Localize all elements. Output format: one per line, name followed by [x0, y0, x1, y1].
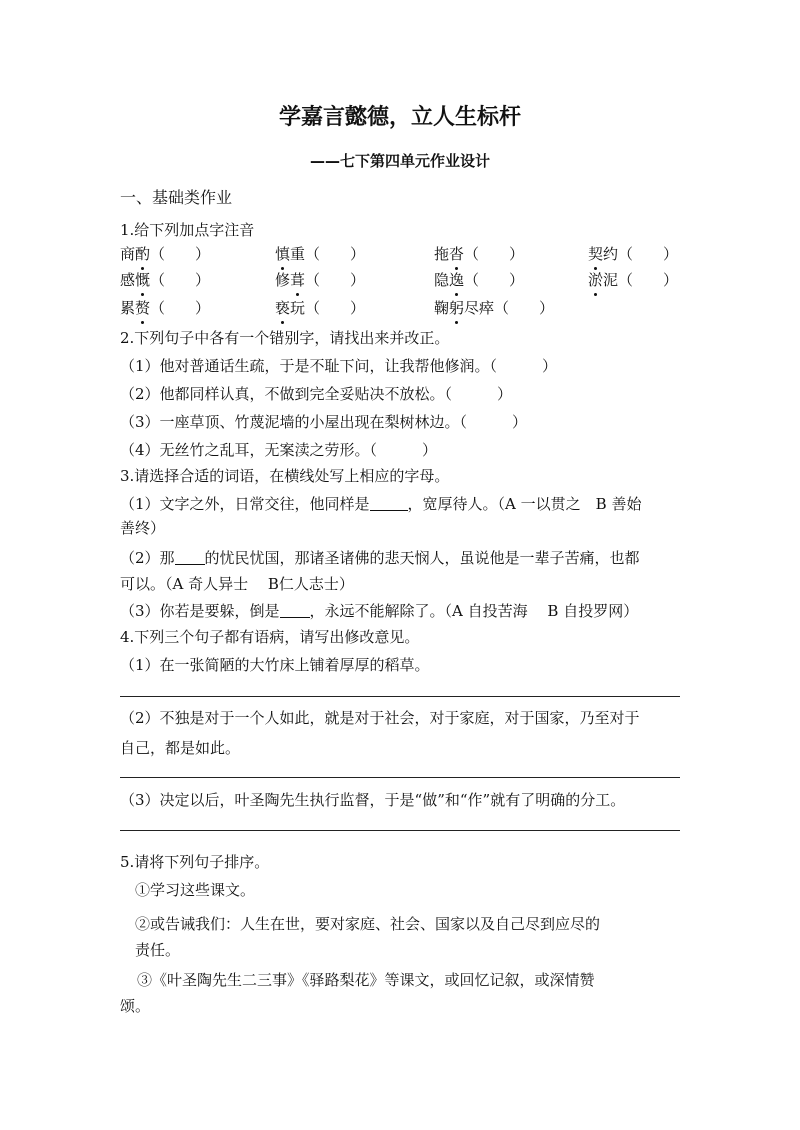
- q5-sentence-1: ①学习这些课文。: [135, 881, 256, 899]
- q3-item-1: （1）文字之外，日常交往，他同样是 ，宽厚待人。（A 一以贯之 B 善始: [120, 495, 642, 513]
- dotted-character: 酌: [135, 245, 151, 263]
- q4-item-2-cont: 自己，都是如此。: [120, 739, 241, 757]
- q3-item-1-cont: 善终）: [120, 519, 166, 537]
- q2-item: （3）一座草顶、竹蔑泥墙的小屋出现在梨树林边。（ ）: [120, 413, 528, 431]
- question-4-prompt: 4.下列三个句子都有语病，请写出修改意见。: [120, 628, 420, 646]
- answer-blank[interactable]: [370, 496, 408, 511]
- answer-parentheses[interactable]: （ ）: [618, 271, 679, 289]
- pinyin-item: 感慨（ ）: [120, 271, 211, 289]
- pinyin-item: 淤泥（ ）: [588, 271, 679, 289]
- q5-sentence-2: ②或告诫我们：人生在世，要对家庭、社会、国家以及自己尽到应尽的: [135, 915, 601, 933]
- q4-item-1: （1）在一张简陋的大竹床上铺着厚厚的稻草。: [120, 656, 430, 674]
- pinyin-item: 契约（ ）: [588, 245, 679, 263]
- q5-sentence-3-cont: 颂。: [120, 997, 151, 1015]
- section-heading: 一、基础类作业: [120, 188, 233, 207]
- q2-item: （2）他都同样认真，不做到完全妥贴决不放松。（ ）: [120, 385, 513, 403]
- q4-item-3: （3）决定以后，叶圣陶先生执行监督，于是“做”和“作”就有了明确的分工。: [120, 791, 626, 809]
- dotted-character: 慎: [275, 245, 291, 263]
- answer-line[interactable]: [120, 830, 680, 831]
- pinyin-item: 亵玩（ ）: [275, 299, 366, 317]
- answer-blank[interactable]: [280, 603, 310, 618]
- pinyin-item: 慎重（ ）: [275, 245, 366, 263]
- answer-parentheses[interactable]: （ ）: [305, 245, 366, 263]
- pinyin-item: 鞠躬尽瘁（ ）: [434, 299, 555, 317]
- q3-item-2-cont: 可以。（A 奇人异士 B仁人志士）: [120, 575, 354, 593]
- answer-parentheses[interactable]: （ ）: [150, 299, 211, 317]
- dotted-character: 赘: [135, 299, 151, 317]
- pinyin-item: 隐逸（ ）: [434, 271, 525, 289]
- answer-blank[interactable]: [175, 550, 205, 565]
- dotted-character: 葺: [290, 271, 306, 289]
- q3-item-3: （3）你若是要躲，倒是 ，永远不能解除了。（A 自投苦海 B 自投罗网）: [120, 602, 639, 620]
- answer-parentheses[interactable]: （ ）: [464, 245, 525, 263]
- page-title: 学嘉言懿德，立人生标杆: [278, 105, 521, 130]
- q5-sentence-2-cont: 责任。: [135, 941, 181, 959]
- q5-sentence-3: ③《叶圣陶先生二三事》《驿路梨花》等课文，或回忆记叙，或深情赞: [137, 971, 595, 989]
- page-subtitle: ——七下第四单元作业设计: [309, 152, 490, 170]
- dotted-character: 契: [588, 245, 604, 263]
- dotted-character: 慨: [135, 271, 151, 289]
- answer-parentheses[interactable]: （ ）: [464, 271, 525, 289]
- answer-line[interactable]: [120, 696, 680, 697]
- pinyin-item: 商酌（ ）: [120, 245, 211, 263]
- question-1-prompt: 1.给下列加点字注音: [120, 221, 255, 239]
- answer-parentheses[interactable]: （ ）: [150, 271, 211, 289]
- q4-item-2: （2）不独是对于一个人如此，就是对于社会，对于家庭，对于国家，乃至对于: [120, 709, 640, 727]
- dotted-character: 沓: [449, 245, 465, 263]
- question-5-prompt: 5.请将下列句子排序。: [120, 853, 270, 871]
- pinyin-item: 拖沓（ ）: [434, 245, 525, 263]
- dotted-character: 躬: [449, 299, 465, 317]
- q3-item-2: （2）那 的忧民忧国，那诸圣诸佛的悲天悯人，虽说他是一辈子苦痛，也都: [120, 549, 640, 567]
- dotted-character: 逸: [449, 271, 465, 289]
- answer-parentheses[interactable]: （ ）: [618, 245, 679, 263]
- dotted-character: 淤: [588, 271, 604, 289]
- answer-parentheses[interactable]: （ ）: [305, 271, 366, 289]
- q2-item: （4）无丝竹之乱耳，无案渎之劳形。（ ）: [120, 441, 438, 459]
- answer-parentheses[interactable]: （ ）: [150, 245, 211, 263]
- pinyin-item: 修葺（ ）: [275, 271, 366, 289]
- answer-parentheses[interactable]: （ ）: [305, 299, 366, 317]
- question-3-prompt: 3.请选择合适的词语，在横线处写上相应的字母。: [120, 467, 450, 485]
- dotted-character: 亵: [275, 299, 291, 317]
- pinyin-item: 累赘（ ）: [120, 299, 211, 317]
- answer-line[interactable]: [120, 777, 680, 778]
- answer-parentheses[interactable]: （ ）: [494, 299, 555, 317]
- question-2-prompt: 2.下列句子中各有一个错别字，请找出来并改正。: [120, 329, 450, 347]
- q2-item: （1）他对普通话生疏，于是不耻下问，让我帮他修润。（ ）: [120, 357, 558, 375]
